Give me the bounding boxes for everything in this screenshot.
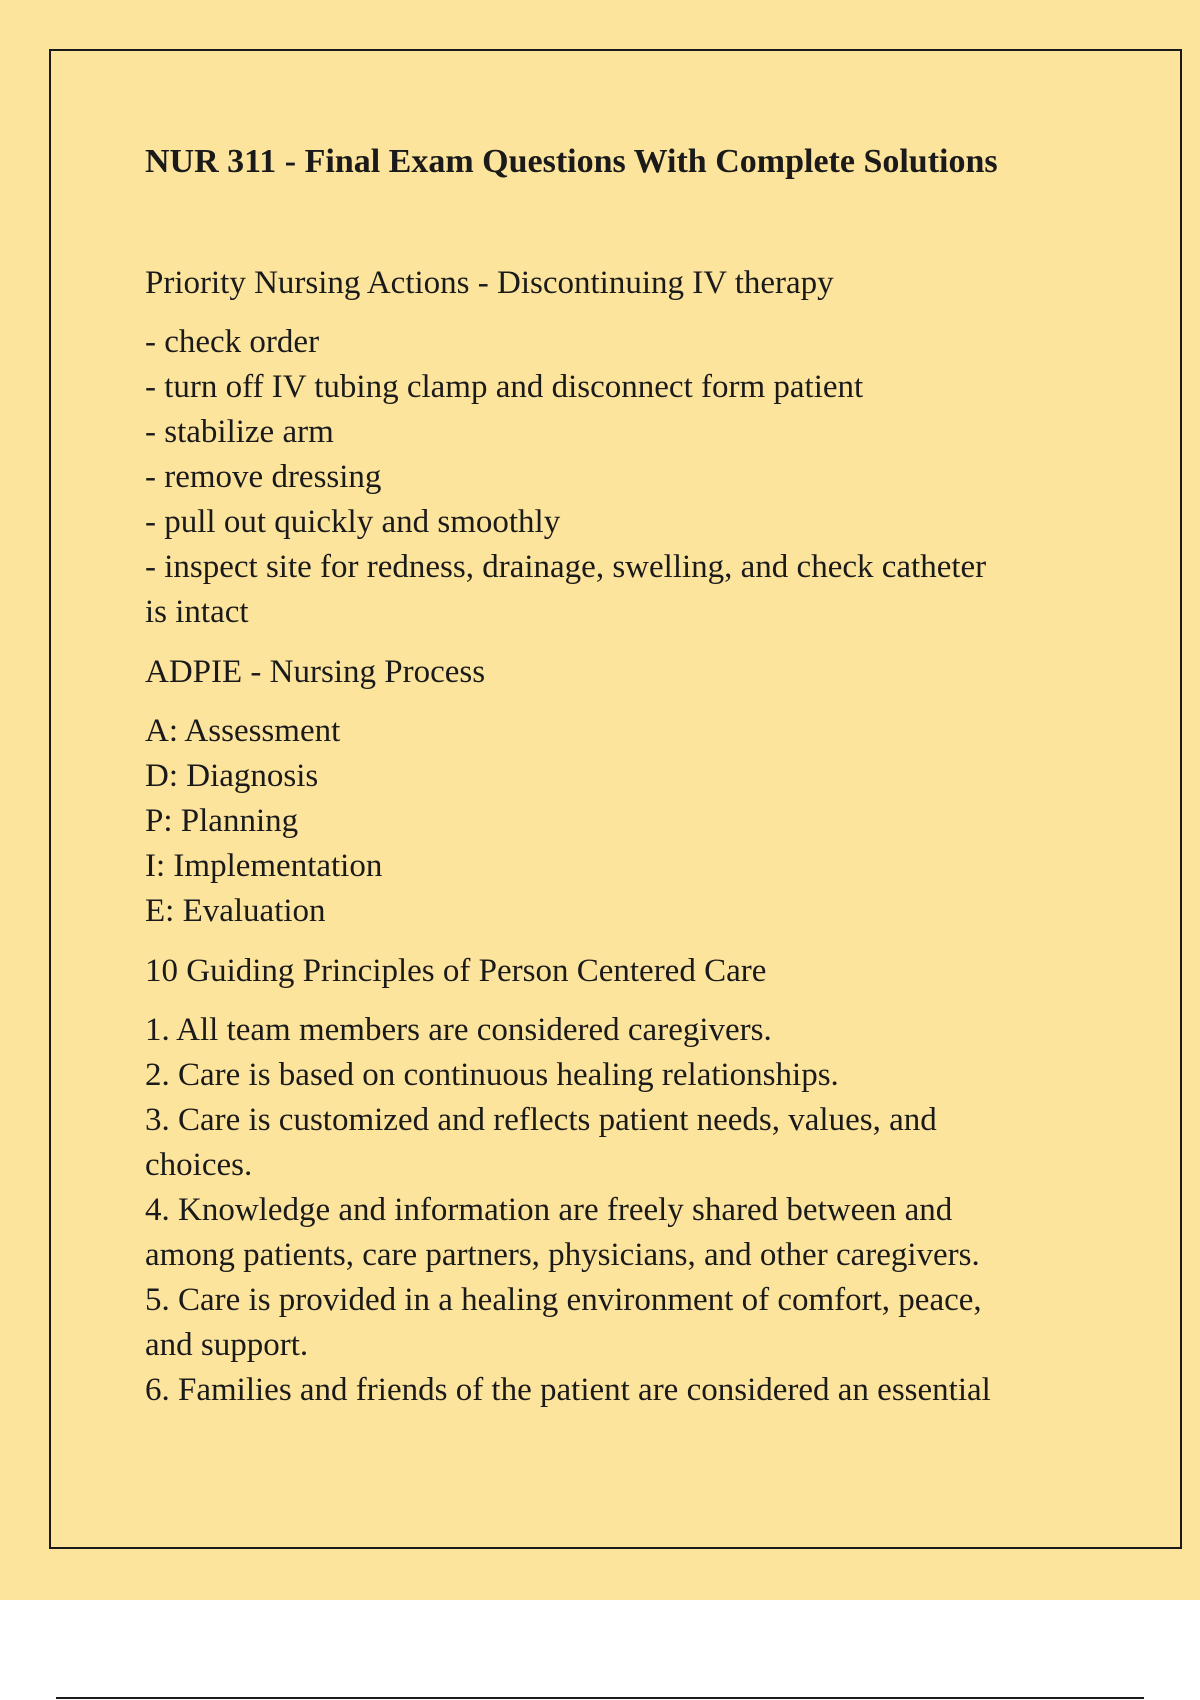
document-title: NUR 311 - Final Exam Questions With Complete Solutions bbox=[145, 143, 998, 180]
list-item: 6. Families and friends of the patient are considered an essential bbox=[145, 1372, 991, 1408]
section-body bbox=[145, 320, 1085, 635]
list-item: - stabilize arm bbox=[145, 414, 334, 450]
list-item: among patients, care partners, physicians, and other caregivers. bbox=[145, 1237, 980, 1273]
list-item: - check order bbox=[145, 324, 320, 360]
section-adpie bbox=[145, 650, 1085, 934]
list-item: - pull out quickly and smoothly bbox=[145, 504, 561, 540]
section-person-centered-care bbox=[145, 949, 1085, 1413]
section-heading: Priority Nursing Actions - Discontinuing IV therapy bbox=[145, 265, 834, 301]
section-heading: ADPIE - Nursing Process bbox=[145, 654, 486, 690]
list-item: choices. bbox=[145, 1147, 253, 1183]
list-item: 2. Care is based on continuous healing relationships. bbox=[145, 1057, 839, 1093]
list-item: and support. bbox=[145, 1327, 309, 1363]
list-item: 1. All team members are considered caregivers. bbox=[145, 1012, 772, 1048]
list-item: - remove dressing bbox=[145, 459, 382, 495]
section-heading: 10 Guiding Principles of Person Centered Care bbox=[145, 953, 767, 989]
list-item: - inspect site for redness, drainage, swelling, and check catheter bbox=[145, 549, 987, 585]
footer-divider bbox=[56, 1697, 1144, 1699]
list-item: 4. Knowledge and information are freely shared between and bbox=[145, 1192, 953, 1228]
section-body bbox=[145, 709, 1085, 934]
list-item: A: Assessment bbox=[145, 713, 341, 749]
list-item: 5. Care is provided in a healing environment of comfort, peace, bbox=[145, 1282, 982, 1318]
list-item: I: Implementation bbox=[145, 848, 383, 884]
section-iv-therapy bbox=[145, 261, 1085, 635]
list-item: E: Evaluation bbox=[145, 893, 326, 929]
document-content bbox=[145, 140, 1085, 1428]
list-item: 3. Care is customized and reflects patient needs, values, and bbox=[145, 1102, 937, 1138]
list-item: D: Diagnosis bbox=[145, 758, 319, 794]
list-item: is intact bbox=[145, 594, 249, 630]
list-item: P: Planning bbox=[145, 803, 299, 839]
list-item: - turn off IV tubing clamp and disconnect form patient bbox=[145, 369, 864, 405]
section-body bbox=[145, 1008, 1085, 1413]
